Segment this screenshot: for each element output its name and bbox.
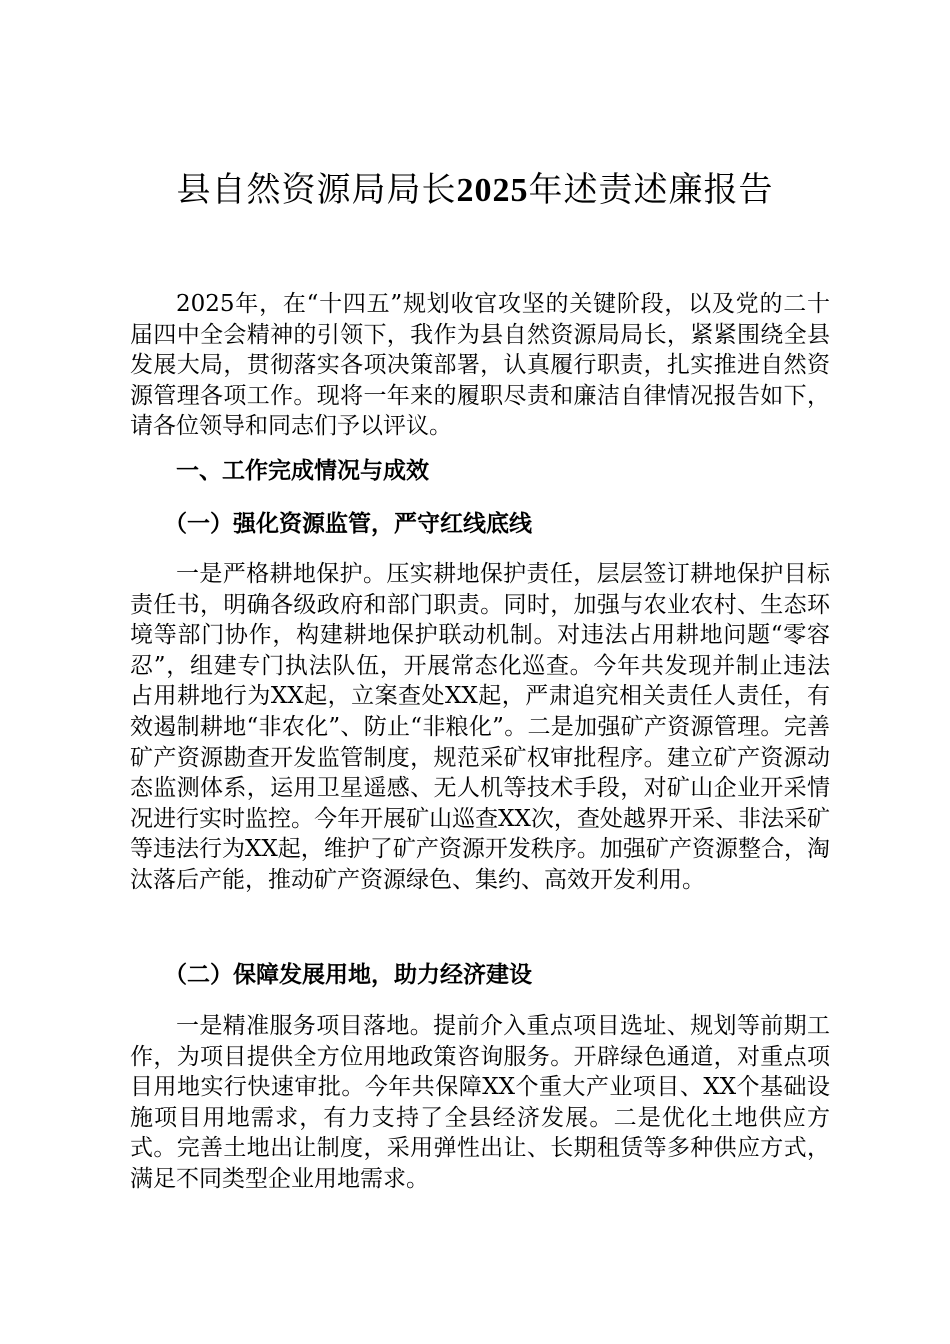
subsection-heading-1: （一）强化资源监管，严守红线底线: [164, 511, 532, 537]
subsection-heading-2: （二）保障发展用地，助力经济建设: [164, 962, 532, 988]
title-year: 2025: [456, 172, 529, 209]
title-suffix: 年述责述廉报告: [528, 170, 774, 210]
section-heading-1: 一、工作完成情况与成效: [176, 458, 429, 484]
subsection-1-paragraph: 一是严格耕地保护。压实耕地保护责任，层层签订耕地保护目标责任书，明确各级政府和部门职责。同时，加强与农业农村、生态环境等部门协作，构建耕地保护联动机制。对违法占用耕地问题“零容忍”，组建专门执法队伍，开展常态化巡查。今年共发现并制止违法占用耕地行为XX起，立案查处XX起，严肃追究相关责任人责任，有效遏制耕地“非农化”、防止“非粮化”。二是加强矿产资源管理。完善矿产资源勘查开发监管制度，规范采矿权审批程序。建立矿产资源动态监测体系，运用卫星遥感、无人机等技术手段，对矿山企业开采情况进行实时监控。今年开展矿山巡查XX次，查处越界开采、非法采矿等违法行为XX起，维护了矿产资源开发秩序。加强矿产资源整合，淘汰落后产能，推动矿产资源绿色、集约、高效开发利用。: [130, 561, 830, 893]
document-title: [0, 166, 950, 215]
title-prefix: 县自然资源局局长: [176, 170, 457, 210]
intro-paragraph: 2025年，在“十四五”规划收官攻坚的关键阶段，以及党的二十届四中全会精神的引领下，我作为县自然资源局局长，紧紧围绕全县发展大局，贯彻落实各项决策部署，认真履行职责，扎实推进自然资源管理各项工作。现将一年来的履职尽责和廉洁自律情况报告如下，请各位领导和同志们予以评议。: [130, 291, 830, 440]
subsection-2-paragraph: 一是精准服务项目落地。提前介入重点项目选址、规划等前期工作，为项目提供全方位用地政策咨询服务。开辟绿色通道，对重点项目用地实行快速审批。今年共保障XX个重大产业项目、XX个基础设施项目用地需求，有力支持了全县经济发展。二是优化土地供应方式。完善土地出让制度，采用弹性出让、长期租赁等多种供应方式，满足不同类型企业用地需求。: [130, 1013, 830, 1192]
